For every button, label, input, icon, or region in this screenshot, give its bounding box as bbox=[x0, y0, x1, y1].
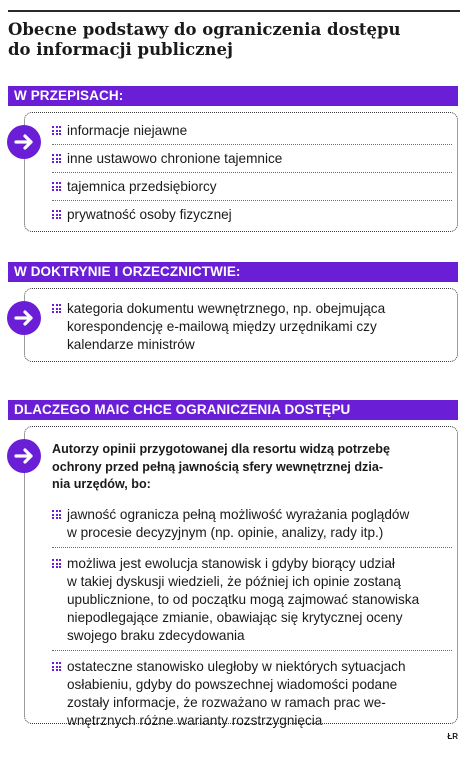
title-line-1: Obecne podstawy do ograniczenia dostępu bbox=[8, 20, 401, 39]
list-item-text: prywatność osoby fizycznej bbox=[67, 207, 232, 222]
item-separator bbox=[52, 200, 452, 201]
arrow-right-circle-icon bbox=[7, 301, 41, 335]
list-item-text: możliwa jest ewolucja stanowisk i gdyby biorący udział bbox=[67, 556, 395, 571]
list-item-text: w procesie decyzyjnym (np. opinie, analizy, rady itp.) bbox=[67, 525, 384, 540]
section-heading-w-doktrynie: W DOKTRYNIE I ORZECZNICTWIE: bbox=[8, 262, 458, 282]
list-item-text: niepodlegające zmianie, obawiając się krytycznej oceny bbox=[67, 610, 403, 625]
list-item-text: korespondencję e-mailową między urzędnikami czy bbox=[67, 319, 377, 334]
list-item-text: osłabieniu, gdyby do powszechnej wiadomości podane bbox=[67, 677, 398, 692]
list-item-text: zostały informacje, że rozważano w ramach prac we- bbox=[67, 695, 386, 710]
grid-dots-bullet-icon bbox=[52, 154, 61, 163]
grid-dots-bullet-icon bbox=[52, 510, 61, 519]
list-item-text: kalendarze ministrów bbox=[67, 337, 195, 352]
grid-dots-bullet-icon bbox=[52, 126, 61, 135]
grid-dots-bullet-icon bbox=[52, 182, 61, 191]
list-item-text: upublicznione, to od początku mogą zajmować stanowiska bbox=[67, 592, 420, 607]
list-item-text: wnętrznych różne warianty rozstrzygnięcia bbox=[67, 713, 323, 728]
arrow-right-circle-icon bbox=[7, 125, 41, 159]
title-line-2: do informacji publicznej bbox=[8, 40, 234, 59]
section-heading-dlaczego-maic: DLACZEGO MAIC CHCE OGRANICZENIA DOSTĘPU bbox=[8, 400, 458, 420]
grid-dots-bullet-icon bbox=[52, 662, 61, 671]
list-item-text: jawność ogranicza pełną możliwość wyrażania poglądów bbox=[67, 507, 410, 522]
grid-dots-bullet-icon bbox=[52, 210, 61, 219]
list-item-text: w takiej dyskusji wiedzieli, że później ich opinie zostaną bbox=[67, 574, 401, 589]
author-credit: ŁR bbox=[447, 732, 458, 741]
list-item-text: kategoria dokumentu wewnętrznego, np. obejmująca bbox=[67, 301, 386, 316]
list-item-text: ochrony przed pełną jawnością sfery wewnętrznej dzia- bbox=[52, 459, 384, 474]
list-item-text: inne ustawowo chronione tajemnice bbox=[67, 151, 283, 166]
section-heading-w-przepisach: W PRZEPISACH: bbox=[8, 86, 458, 106]
grid-dots-bullet-icon bbox=[52, 559, 61, 568]
arrow-right-circle-icon bbox=[7, 439, 41, 473]
item-separator bbox=[52, 650, 452, 651]
grid-dots-bullet-icon bbox=[52, 304, 61, 313]
list-item-text: Autorzy opinii przygotowanej dla resortu widzą potrzebę bbox=[52, 442, 390, 456]
top-rule bbox=[8, 10, 460, 12]
list-item-text: informacje niejawne bbox=[67, 123, 188, 138]
item-separator bbox=[52, 144, 452, 145]
item-separator bbox=[52, 172, 452, 173]
list-item-text: tajemnica przedsiębiorcy bbox=[67, 179, 217, 194]
list-item-text: nia urzędów, bo: bbox=[52, 477, 151, 491]
list-item-text: swojego braku zdecydowania bbox=[67, 628, 245, 643]
infographic-title bbox=[8, 20, 460, 60]
item-separator bbox=[52, 547, 452, 548]
list-item-text: ostateczne stanowisko uległoby w niektórych sytuacjach bbox=[67, 659, 406, 674]
